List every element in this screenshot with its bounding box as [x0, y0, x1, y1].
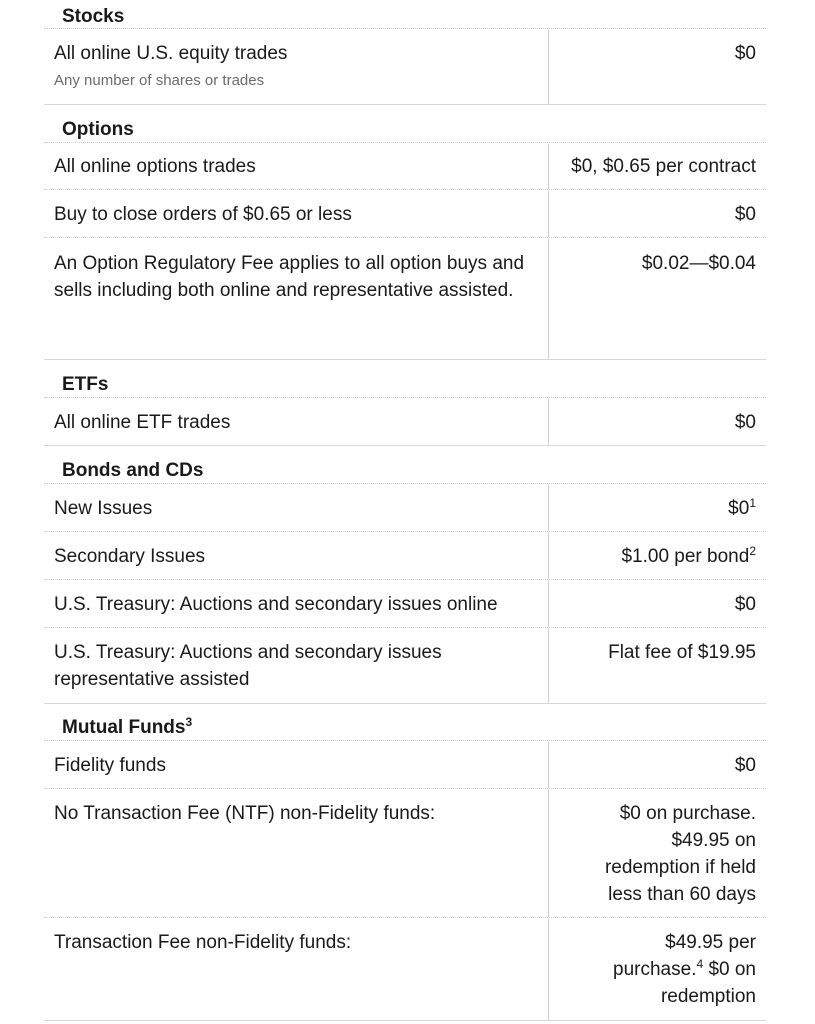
row-value: $0 [734, 43, 756, 64]
row-value: $0 [734, 755, 756, 776]
table-row [44, 629, 766, 704]
column-divider [548, 790, 549, 917]
table-row [44, 742, 766, 789]
table-row [44, 533, 766, 580]
row-label: An Option Regulatory Fee applies to all option buys and sells including both online and representative assisted. [54, 253, 525, 301]
section-title-options [44, 116, 766, 143]
row-label: Fidelity funds [54, 755, 166, 776]
pricing-table [44, 0, 766, 1024]
footnote-marker: 3 [185, 715, 193, 729]
footnote-marker: 2 [749, 544, 756, 558]
column-divider [548, 30, 549, 104]
row-value: $0 [734, 594, 756, 615]
table-row [44, 239, 766, 360]
column-divider [548, 919, 549, 1020]
row-value: $0.02—$0.04 [641, 253, 756, 274]
row-label: U.S. Treasury: Auctions and secondary issues representative assisted [54, 642, 442, 690]
row-value-text: $1.00 per bond [621, 546, 750, 567]
row-label: All online options trades [54, 156, 256, 177]
section-title-text: Mutual Funds [62, 717, 186, 738]
table-row [44, 30, 766, 105]
row-label-text: All online U.S. equity trades [54, 43, 288, 64]
section-title-bonds [44, 458, 766, 484]
column-divider [548, 533, 549, 579]
footnote-marker: 4 [696, 957, 704, 971]
row-label: Transaction Fee non-Fidelity funds: [54, 932, 352, 953]
table-row [44, 790, 766, 918]
row-value: $0 [734, 412, 756, 433]
row-value-text: $0 [728, 498, 750, 519]
footnote-marker: 1 [749, 496, 756, 510]
row-label: Buy to close orders of $0.65 or less [54, 204, 352, 225]
row-value: $0 [734, 204, 756, 225]
row-label: No Transaction Fee (NTF) non-Fidelity funds: [54, 803, 436, 824]
row-label [54, 40, 534, 92]
column-divider [548, 191, 549, 237]
row-label: U.S. Treasury: Auctions and secondary issues online [54, 594, 498, 615]
column-divider [548, 399, 549, 445]
section-title-mutual-funds [44, 715, 766, 741]
column-divider [548, 629, 549, 703]
row-value-text: $0 on redemption [660, 959, 756, 1007]
section-title-stocks [44, 4, 766, 29]
row-value: $0 on purchase. $49.95 on redemption if held less than 60 days [604, 803, 756, 905]
row-value [556, 495, 756, 522]
row-label: New Issues [54, 498, 153, 519]
row-label: Secondary Issues [54, 546, 206, 567]
column-divider [548, 485, 549, 531]
table-row [44, 399, 766, 446]
section-title-etfs [44, 371, 766, 398]
table-row [44, 191, 766, 238]
column-divider [548, 581, 549, 627]
table-row [44, 144, 766, 190]
column-divider [548, 742, 549, 788]
row-value: $0, $0.65 per contract [571, 156, 756, 177]
row-value [556, 543, 756, 570]
section-title-text: Stocks [62, 6, 125, 27]
row-value [576, 929, 756, 1010]
section-title-text: ETFs [62, 374, 109, 395]
table-row [44, 919, 766, 1021]
table-row [44, 485, 766, 532]
row-label: All online ETF trades [54, 412, 231, 433]
section-title-text: Bonds and CDs [62, 460, 204, 481]
column-divider [548, 239, 549, 359]
row-value: Flat fee of $19.95 [608, 642, 756, 663]
table-row [44, 581, 766, 628]
section-title-text: Options [62, 119, 134, 140]
row-value-text: $49.95 per purchase. [613, 932, 756, 980]
row-sublabel: Any number of shares or trades [54, 72, 265, 89]
